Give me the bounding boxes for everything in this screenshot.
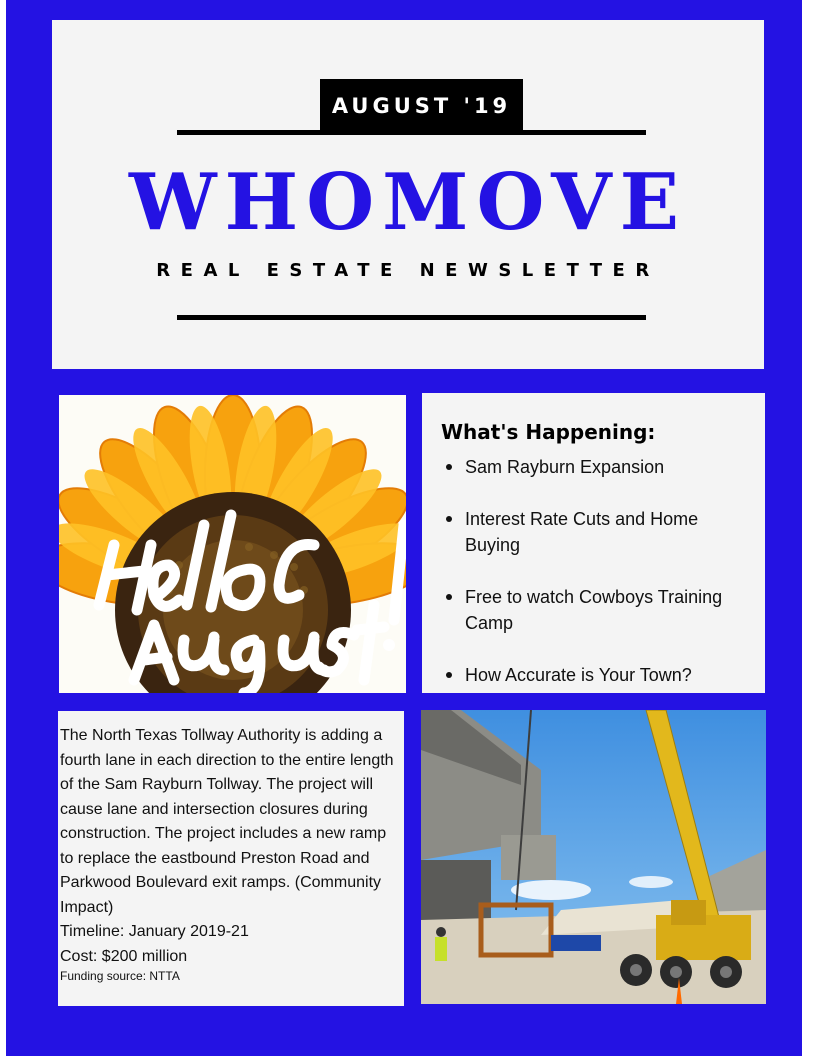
article-funding-source: Funding source: NTTA xyxy=(60,969,180,983)
article-cost: Cost: $200 million xyxy=(60,947,188,965)
article-body-text: The North Texas Tollway Authority is adding a fourth lane in each direction to the entire length of the Sam Rayburn Tollway. The project will cause lane and intersection closures during construction. The project includes a new ramp to replace the eastbound Preston Road and Parkwood Boulevard exit ramps. (Community Impact) xyxy=(60,727,394,916)
hello-august-image xyxy=(59,395,406,693)
construction-photo xyxy=(421,710,766,1004)
list-item: Sam Rayburn Expansion xyxy=(465,454,755,480)
whats-happening-list xyxy=(465,454,755,714)
newsletter-subtitle: REAL ESTATE NEWSLETTER xyxy=(156,260,660,281)
list-item: How Accurate is Your Town? xyxy=(465,662,755,688)
header-rule-bottom xyxy=(177,315,646,320)
construction-illustration xyxy=(421,710,766,1004)
list-item: Free to watch Cowboys Training Camp xyxy=(465,584,755,636)
whats-happening-panel xyxy=(422,393,765,693)
newsletter-masthead: WHOMOVE xyxy=(128,157,688,248)
article-panel xyxy=(58,711,404,1006)
date-badge: AUGUST '19 xyxy=(320,79,523,133)
header-rule-top xyxy=(177,130,646,135)
list-item: Interest Rate Cuts and Home Buying xyxy=(465,506,755,558)
sunflower-illustration xyxy=(59,395,406,693)
article-timeline: Timeline: January 2019-21 xyxy=(60,923,249,940)
whats-happening-heading: What's Happening: xyxy=(441,420,656,444)
article-body xyxy=(60,724,402,969)
